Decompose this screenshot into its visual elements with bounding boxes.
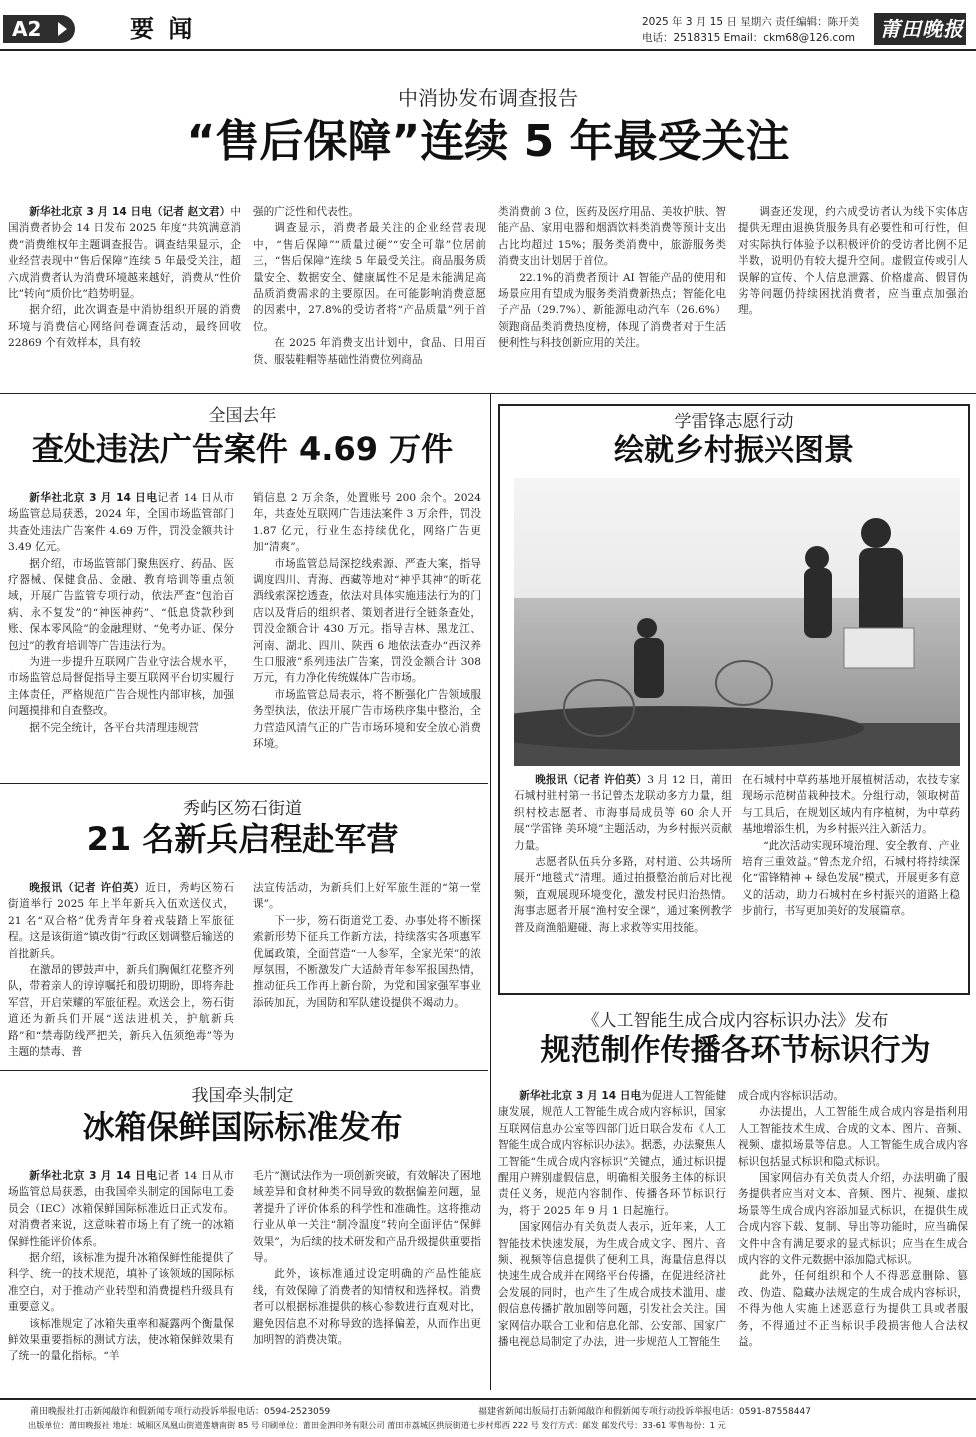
article3-title: 绘就乡村振兴图景 (614, 433, 854, 468)
article6-col2 (738, 1088, 968, 1390)
article2-p4: 据不完全统计，各平台共清理违规营 (29, 721, 199, 734)
article5-lead: 新华社北京 3 月 14 日电 (29, 1170, 158, 1182)
article3-subtitle: 学雷锋志愿行动 (674, 412, 794, 432)
article6-subtitle: 《人工智能生成合成内容标识办法》发布 (582, 1011, 889, 1031)
article3-lead: 晚报讯（记者 许伯英） (535, 774, 648, 786)
article6-p6: 此外，任何组织和个人不得恶意删除、篡改、伪造、隐藏办法规定的生成合成内容标识，不得为他人实施上述恶意行为提供工具或者服务，不得通过不正当标识手段损害他人合法权益。 (738, 1270, 968, 1349)
article1-p3: 强的广泛性和代表性。 (253, 206, 359, 218)
article6-p5: 国家网信办有关负责人介绍，办法明确了服务提供者应当对文本、音频、图片、视频、虚拟场景等生成合成内容添加显式标识，在提供生成合成内容下载、复制、导出等功能时，应当确保文件中含有满足要求的显式标识；应当在生成合成内容的文件元数据中添加隐式标识。 (738, 1172, 968, 1267)
divider-vertical (490, 394, 491, 994)
article1-p2: 据介绍，此次调查是中消协组织开展的消费环境与消费信心网络问卷调查活动，最终回收 22869 个有效样本，具有较 (8, 304, 241, 350)
article4-col1 (8, 880, 234, 1060)
article6-col1 (498, 1088, 726, 1390)
article2-col2 (253, 490, 481, 776)
article1-subtitle: 中消协发布调查报告 (398, 86, 578, 110)
article3-photo (514, 478, 960, 766)
article4-p1: 近日，秀屿区笏石街道举行 2025 年上半年新兵入伍欢送仪式，21 名“双合格”优秀青年身着戎装踏上军旅征程。这是该街道“镇改街”行政区划调整后输送的首批新兵。 (8, 882, 234, 960)
footer-hotline-right: 福建省新闻出版局打击新闻敲诈和假新闻专项行动投诉举报电话：0591-87558447 (478, 1407, 811, 1417)
article4-subtitle: 秀屿区笏石街道 (183, 799, 302, 819)
contact-line: 电话：2518315 Email：ckm68@126.com (642, 32, 855, 44)
page-number: A2 (12, 17, 42, 41)
article4-p4: 下一步，笏石街道党工委、办事处将不断探索新形势下征兵工作新方法，持续落实各项惠军优属政策，全面营造“一人参军，全家光荣”的浓厚氛围，不断激发广大适龄青年参军报国热情，推动征兵工作再上新台阶，为党和国家强军事业添砖加瓦，为国防和军队建设提供不竭动力。 (253, 914, 481, 1009)
article3-p3: 在石城村中草药基地开展植树活动，农技专家现场示范树苗栽种技术。分组行动，领取树苗与工具后，在规划区域内有序植树，为中草药基地增添生机，为乡村振兴注入新活力。 (742, 774, 960, 836)
article4-p3: 法宣传活动，为新兵们上好军旅生涯的“第一堂课”。 (253, 882, 481, 911)
masthead-logo: 莆田晚报 (880, 17, 964, 41)
article1-p7: 22.1%的消费者预计 AI 智能产品的使用和场景应用有望成为服务类消费新热点；智能化电子产品（29.7%）、新能源电动汽车（26.6%）领跑商品类消费热度榜，体现了消费者对于生活便利性与科技创新应用的关注。 (498, 271, 726, 350)
date-line: 2025 年 3 月 15 日 星期六 责任编辑：陈开美 (642, 16, 860, 28)
article3-col1 (514, 772, 732, 988)
divider-left-low (0, 1070, 488, 1071)
article1-lead: 新华社北京 3 月 14 日电（记者 赵文君） (29, 206, 231, 218)
article3-col2 (742, 772, 960, 988)
header-rule (0, 49, 976, 51)
article3-p1: 3 月 12 日，莆田石城村驻村第一书记曾杰龙联动多方力量，组织村校志愿者、市海事局成员等 60 余人开展“学雷锋 美环境”主题活动，为乡村振兴贡献力量。 (514, 774, 732, 852)
divider-top (0, 393, 976, 394)
article6-p4: 办法提出，人工智能生成合成内容是指利用人工智能技术生成、合成的文本、图片、音频、视频、虚拟场景等信息。人工智能生成合成内容标识包括显式标识和隐式标识。 (738, 1106, 968, 1168)
article3-p2: 志愿者队伍兵分多路，对村道、公共场所展开“地毯式”清理。通过拍摄整治前后对比视频，直观展现环境变化，激发村民归治热情。海事志愿者开展“渔村安全课”，通过案例教学普及商渔船避碰、海上求救等实用技能。 (514, 856, 732, 934)
footer-rule (0, 1398, 976, 1400)
article2-subtitle: 全国去年 (208, 406, 277, 426)
article5-p4: 毛片”测试法作为一项创新突破，有效解决了困地域差异和食材种类不同导致的数据偏差问题，显著提升了评价体系的科学性和准确性。这将推动行业从单一关注“制冷温度”转向全面评估“保鲜效果”，为后续的技术研发和产品升级提供重要指导。 (253, 1170, 481, 1265)
article1-col1 (8, 204, 241, 384)
article4-title: 21 名新兵启程赴军营 (86, 820, 399, 858)
article2-p3: 为进一步提升互联网广告业守法合规水平，市场监管总局督促指导主要互联网平台切实履行主体责任，严格规范广告合规性内部审核，加强问题摸排和自查整改。 (8, 656, 234, 718)
article2-p5: 销信息 2 万余条，处置账号 200 余个。2024 年，共查处互联网广告违法案件 3 万余件，罚没 1.87 亿元，行业生态持续优化，网络广告更加“清爽”。 (253, 492, 481, 554)
article5-p5: 此外，该标准通过设定明确的产品性能底线，有效保障了消费者的知情权和选择权。消费者可以根据标准提供的核心参数进行直观对比，避免因信息不对称导致的选择偏差，从而作出更加明智的消费决策。 (253, 1268, 481, 1347)
article5-p1: 记者 14 日从市场监管总局获悉，由我国牵头制定的国际电工委员会（IEC）冰箱保鲜国际标准近日正式发布。对消费者来说，这意味着市场上有了统一的冰箱保鲜性能评价体系。 (8, 1170, 234, 1248)
article5-title: 冰箱保鲜国际标准发布 (82, 1108, 403, 1146)
article1-title: “售后保障”连续 5 年最受关注 (186, 116, 790, 167)
article1-p6: 类消费前 3 位，医药及医疗用品、美妆护肤、智能产品、家用电器和烟酒饮料类消费等预计支出占比均超过 15%；服务类消费中，旅游服务类消费支出计划居于首位。 (498, 206, 726, 268)
article1-col4 (738, 204, 968, 384)
article2-title: 查处违法广告案件 4.69 万件 (31, 430, 454, 468)
seaside-volunteer-photo (514, 478, 960, 766)
article2-p7: 市场监管总局表示，将不断强化广告领域服务型执法，依法开展广告市场秩序集中整治，全力营造风清气正的广告市场环境和安全放心消费环境。 (253, 688, 481, 751)
article3-p4: “此次活动实现环境治理、安全教育、产业培育三重效益。”曾杰龙介绍，石城村将持续深化“雷锋精神 + 绿色发展”模式，开展更多有意义的活动，助力石城村在乡村振兴的道路上稳步前行，书写更加美好的发展篇章。 (742, 839, 960, 918)
article6-p1: 为促进人工智能健康发展，规范人工智能生成合成内容标识，国家互联网信息办公室等四部门近日联合发布《人工智能生成合成内容标识办法》。据悉，办法聚焦人工智能“生成合成内容标识”关键点，通过标识提醒用户辨别虚假信息，明确相关服务主体的标识责任义务，规范内容制作、传播各环节标识行为，将于 2025 年 9 月 1 日起施行。 (498, 1090, 726, 1217)
article1-p5: 在 2025 年消费支出计划中，食品、日用百货、服装鞋帽等基础性消费位列商品 (253, 337, 486, 366)
article1-col2 (253, 204, 486, 384)
article6-lead: 新华社北京 3 月 14 日电 (519, 1090, 642, 1102)
article2-p2: 据介绍，市场监管部门聚焦医疗、药品、医疗器械、保健食品、金融、教育培训等重点领域，开展广告监管专项行动，依法严查“包治百病、永不复发”的“神医神药”、“低息贷款秒到账、保本零风险”的金融理财、“免考办证、保分包过”的教育培训等广告违法行为。 (8, 557, 234, 652)
article2-col1 (8, 490, 234, 776)
article4-p2: 在激昂的锣鼓声中，新兵们胸佩红花整齐列队，带着亲人的谆谆嘱托和殷切期盼，即将奔赴军营，开启荣耀的军旅征程。欢送会上，笏石街道还为新兵们开展“送法进机关，护航新兵路”和“禁毒防线严把关，新兵入伍须绝毒”等为主题的禁毒、普 (8, 964, 234, 1059)
article4-lead: 晚报讯（记者 许伯英） (29, 882, 146, 894)
article1-p1: 中国消费者协会 14 日发布 2025 年度“共筑满意消费”消费维权年主题调查报告。调查结果显示，企业经营表现中“售后保障”连续 5 年最受关注，超六成消费者认为消费环境越来越好，消费从“性价比”转向“质价比”趋势明显。 (8, 206, 241, 301)
article6-p3: 成合成内容标识活动。 (738, 1090, 844, 1102)
section-title: 要 闻 (130, 14, 196, 43)
article2-lead: 新华社北京 3 月 14 日电 (29, 492, 158, 504)
article2-p6: 市场监管总局深挖线索源、严查大案，指导调度四川、青海、西藏等地对“神乎其神”的昕花酒线索深挖透查，依法对具体实施违法行为的门店以及背后的组织者、策划者进行全链条查处，罚没金额合计 430 万元。指导吉林、黑龙江、河南、湖北、四川、陕西 6 地依法查办“西汉养生口服液”系列违法广告案，罚没金额合计 308 万元，有力净化传统媒体广告市场。 (253, 557, 481, 685)
footer-publisher-line: 出版单位：莆田晚报社 地址：城厢区凤凰山街道莲塘南街 85 号 印刷单位：莆田金泗印务有限公司 莆田市荔城区拱辰街道七步村郑西 222 号 发行方式：邮发 邮发代号：33-61 零售每份：1 元 (28, 1420, 726, 1430)
article5-p2: 据介绍，该标准为提升冰箱保鲜性能提供了科学、统一的技术规范，填补了该领域的国际标准空白，对于推动产业转型和消费提档升级具有重要意义。 (8, 1252, 234, 1314)
article5-col2 (253, 1168, 481, 1390)
page-tab-arrow-icon (58, 22, 67, 36)
article1-p4: 调查显示，消费者最关注的企业经营表现中，“售后保障”“质量过硬”“安全可靠”位居前三，“售后保障”连续 5 年最受关注。商品服务质量安全、数据安全、健康属性不足是未能满足高品质消费需求的主要原因。在可能影响消费意愿的因素中，27.8%的受访者将“产品质量”列于首位。 (253, 222, 486, 333)
article6-p2: 国家网信办有关负责人表示，近年来，人工智能技术快速发展，为生成合成文字、图片、音频、视频等信息提供了便利工具，海量信息得以快速生成合成并在网络平台传播，在促进经济社会发展的同时，也产生了生成合成技术滥用、虚假信息传播扩散加剧等问题，引发社会关注。国家网信办联合工业和信息化部、公安部、国家广播电视总局制定了办法，进一步规范人工智能生 (498, 1221, 726, 1349)
article2-p1: 记者 14 日从市场监管总局获悉，2024 年，全国市场监管部门共查处违法广告案件 4.69 万件，罚没金额共计 3.49 亿元。 (8, 492, 234, 554)
divider-vertical-low (490, 994, 491, 1390)
article4-col2 (253, 880, 481, 1060)
article5-p3: 该标准规定了冰箱失重率和凝露两个衡量保鲜效果重要指标的测试方法，使冰箱保鲜效果有了统一的量化指标。“羊 (8, 1317, 234, 1363)
footer-hotline-left: 莆田晚报社打击新闻敲诈和假新闻专项行动投诉举报电话：0594-2523059 (30, 1407, 331, 1417)
divider-left-mid (0, 783, 488, 784)
article1-p8: 调查还发现，约六成受访者认为线下实体店提供无理由退换货服务具有必要性和可行性，但对实际执行体验予以积极评价的受访者比例不足半数，说明仍有较大提升空间。虚假宣传或引人误解的宣传、个人信息泄露、价格虚高、假冒伪劣等问题仍持续困扰消费者，应当重点加强治理。 (738, 206, 968, 317)
article1-col3 (498, 204, 726, 384)
article6-title: 规范制作传播各环节标识行为 (540, 1033, 931, 1068)
article5-subtitle: 我国牵头制定 (191, 1086, 294, 1106)
article5-col1 (8, 1168, 234, 1390)
